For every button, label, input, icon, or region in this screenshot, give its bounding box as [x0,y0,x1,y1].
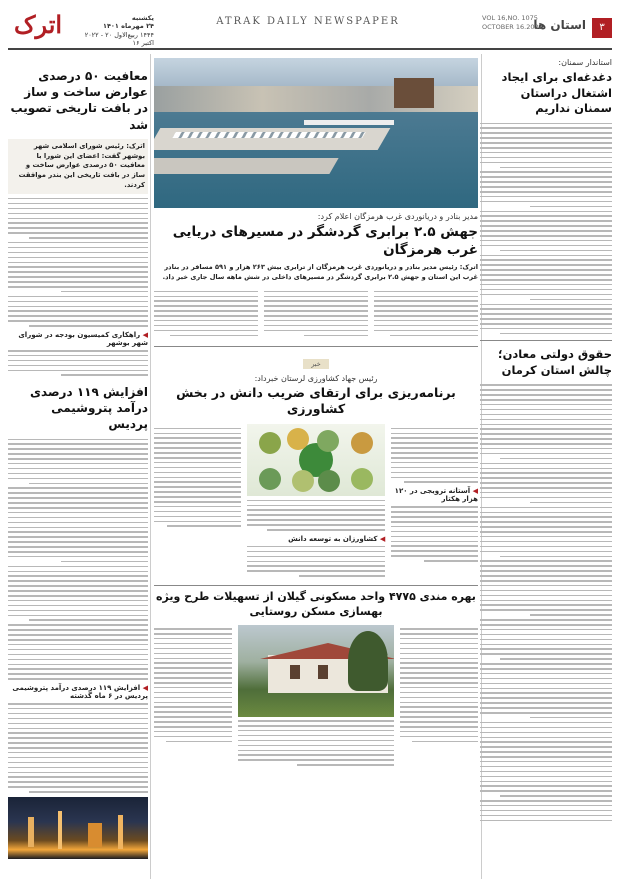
date-en: OCTOBER 16.2022 [482,23,543,32]
issue-date [76,14,154,48]
left-lead: اترک: رئیس شورای اسلامی شهر بوشهر گفت: اعضای این شورا با معافیت ۵۰ درصدی عوارض ساخت و ساز در بافت تاریخی این بندر موافقت کردند. [8,139,148,194]
right-column [480,54,612,879]
left-story-body [8,198,148,327]
right-headline: دغدغه‌ای برای ایجاد اشتغال دراستان سمنان نداریم [501,70,612,116]
left-subhead: ◀ راهکاری کمیسیون بودجه در شورای شهر بوشهر [8,331,148,347]
volume-number: VOL 16,NO. 1075 [482,14,538,22]
bottom-story-body [154,625,478,769]
section-name: استان ها [533,18,586,32]
right-story-body [480,123,612,335]
agriculture-infographic [247,424,386,496]
section-block [482,8,612,46]
issue-date-fa: ۲۴ مهرماه ۱۴۰۱ [103,22,154,31]
news-tag: خبر [303,359,329,369]
bottom-story-headline: بهره مندی ۴۷۷۵ واحد مسکونی گیلان از تسهیلات طرح ویژه بهسازی مسکن روستایی [156,590,476,618]
left-story2-subhead: ◀ افزایش ۱۱۹ درصدی درآمد پتروشیمی پردیس در ۶ ماه گذشته [8,684,148,700]
top-story-body [154,287,478,339]
header-rule [8,48,612,50]
mid-story-headline: برنامه‌ریزی برای ارتقای ضریب دانش در بخش کشاورزی [176,384,456,417]
right-story2-headline: حقوق دولتی معادن؛ چالش استان کرمان [497,347,612,377]
middle-column [154,54,478,879]
harbor-photo [154,58,478,208]
left-story2-body [8,439,148,680]
left-story-body-2 [8,350,148,376]
masthead-bar [8,8,612,48]
story-divider [154,346,478,347]
top-story-kicker: مدیر بنادر و دریانوردی غرب هرمزگان اعلام کرد: [317,212,478,221]
logo-block [8,8,156,46]
left-story2-body-2 [8,703,148,793]
left-column [8,54,148,879]
story-divider [480,340,612,341]
top-story-headline: جهش ۲.۵ برابری گردشگر در مسیرهای دریایی غرب هرمزگان [172,224,478,259]
right-kicker: استاندار سمنان: [558,58,612,67]
right-story2-body [480,384,612,821]
volume-info [482,14,543,32]
left-headline: معافیت ۵۰ درصدی عوارض ساخت و ساز در بافت تاریخی تصویب شد [10,69,148,132]
mid-story-body [154,424,478,580]
page-number: ۳ [592,18,612,38]
mid-bullet-1: ◀ آستانه ترویجی در ۱۲۰ هزار هکتار [391,487,478,503]
mid-story-kicker: رئیس جهاد کشاورزی لرستان خبرداد: [254,373,378,383]
top-story-lead: اترک: رئیس مدیر بنادر و دریانوردی غرب هرمزگان از ترابری بیش ۲۶۳ هزار و ۵۹۱ مسافر در بنادر غرب این استان و جهش ۲.۵ برابری گردشگر در مسیرهای داخلی در شش ماهه سال جاری خبر داد. [162,263,478,282]
left-story2-headline: افزایش ۱۱۹ درصدی درآمد پتروشیمی پردیس [30,384,148,432]
issue-weekday: یکشنبه [131,14,154,22]
story-divider [154,585,478,586]
newspaper-logo: اترک [14,10,63,39]
column-divider [150,54,151,879]
rural-house-photo [238,625,394,717]
refinery-photo [8,797,148,859]
mid-bullet-2: ◀ کشاورزان به توسعه دانش [247,535,386,543]
masthead-title: ATRAK DAILY NEWSPAPER [216,16,400,27]
issue-date-extra: ۱۴۴۴ ربیع‌الاول ۲۰ - ۲۰۲۲ اکتبر ۱۶ [84,30,154,48]
